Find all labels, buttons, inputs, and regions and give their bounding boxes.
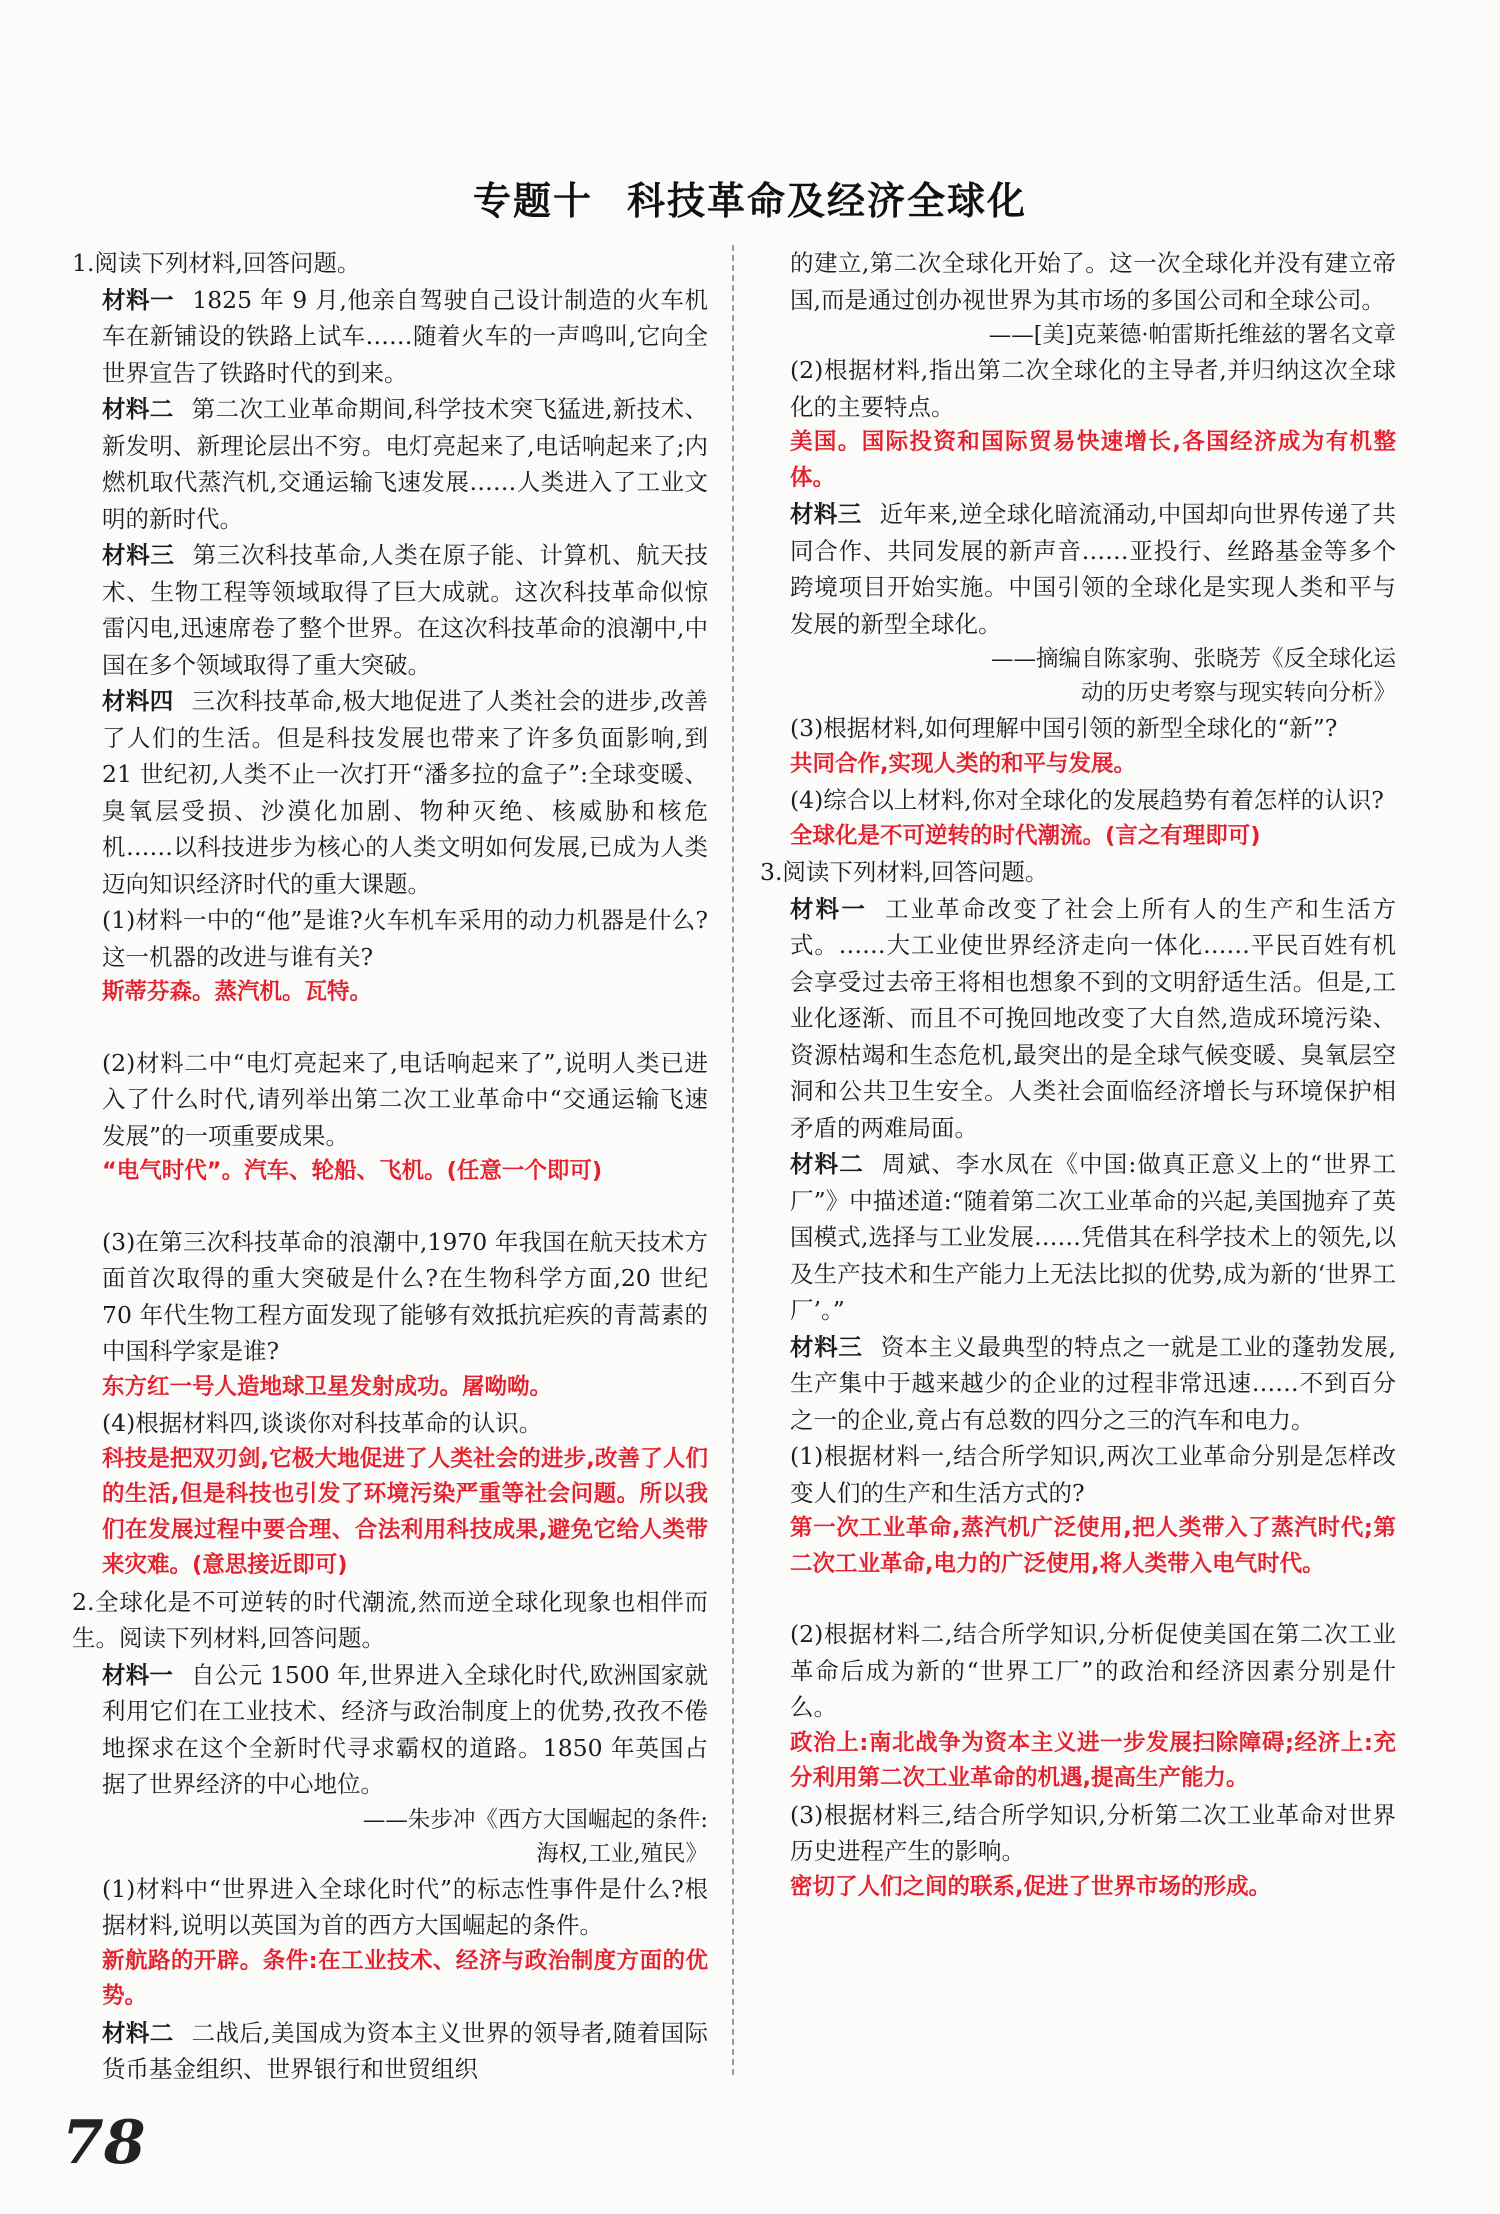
material-label: 材料一 bbox=[790, 894, 867, 923]
q3-sub-question-2: (2)根据材料二,结合所学知识,分析促使美国在第二次工业革命后成为新的“世界工厂”的政治和经济因素分别是什么。 bbox=[790, 1620, 1396, 1721]
right-column bbox=[760, 245, 1396, 1905]
q2-material-3-source: ——摘编自陈家驹、张晓芳《反全球化运 动的历史考察与现实转向分析》 bbox=[990, 646, 1396, 706]
q1-sub-question-1: (1)材料一中的“他”是谁?火车机车采用的动力机器是什么?这一机器的改进与谁有关? bbox=[102, 906, 708, 971]
q1-answer-1: 斯蒂芬森。蒸汽机。瓦特。 bbox=[102, 979, 373, 1005]
material-label: 材料三 bbox=[102, 541, 175, 569]
material-label: 材料二 bbox=[790, 1150, 864, 1178]
q1-answer-2: “电气时代”。汽车、轮船、飞机。(任意一个即可) bbox=[102, 1158, 603, 1184]
q2-sub-question-3: (3)根据材料,如何理解中国引领的新型全球化的“新”? bbox=[790, 714, 1338, 742]
q3-material-3 bbox=[760, 1329, 1396, 1439]
left-column bbox=[72, 245, 708, 2088]
q2-material-2-part-b: 的建立,第二次全球化开始了。这一次全球化并没有建立帝国,而是通过创办视世界为其市场的多国公司和全球公司。 bbox=[790, 249, 1396, 314]
q3-sub-question-3: (3)根据材料三,结合所学知识,分析第二次工业革命对世界历史进程产生的影响。 bbox=[790, 1800, 1396, 1865]
material-text: 资本主义最典型的特点之一就是工业的蓬勃发展,生产集中于越来越少的企业的过程非常迅速……不到百分之一的企业,竟占有总数的四分之三的汽车和电力。 bbox=[790, 1332, 1396, 1434]
material-label: 材料三 bbox=[790, 500, 862, 528]
q2-material-1-source: ——朱步冲《西方大国崛起的条件: 海权,工业,殖民》 bbox=[362, 1806, 708, 1867]
q1-material-1 bbox=[72, 282, 708, 392]
q2-stem: 2.全球化是不可逆转的时代潮流,然而逆全球化现象也相伴而生。阅读下列材料,回答问题。 bbox=[72, 1587, 708, 1652]
material-label: 材料四 bbox=[102, 687, 174, 715]
material-label: 材料一 bbox=[102, 1660, 174, 1689]
material-label: 材料一 bbox=[102, 285, 175, 314]
page-title bbox=[0, 170, 1500, 225]
q2-material-3 bbox=[760, 496, 1396, 642]
q2-sub-question-4: (4)综合以上材料,你对全球化的发展趋势有着怎样的认识? bbox=[790, 786, 1384, 814]
q2-answer-3: 共同合作,实现人类的和平与发展。 bbox=[790, 750, 1137, 777]
material-label: 材料二 bbox=[102, 395, 174, 423]
q3-answer-1: 第一次工业革命,蒸汽机广泛使用,把人类带入了蒸汽时代;第二次工业革命,电力的广泛使用,将人类带入电气时代。 bbox=[790, 1515, 1396, 1577]
material-text: 三次科技革命,极大地促进了人类社会的进步,改善了人们的生活。但是科技发展也带来了许多负面影响,到 21 世纪初,人类不止一次打开“潘多拉的盒子”:全球变暖、臭氧层受损、沙漠化加剧、物种灭绝、核威胁和核危机……以科技进步为核心的人类文明如何发展,已成为人类迈向知识经济时代的重大课题。 bbox=[102, 687, 708, 898]
material-text: 自公元 1500 年,世界进入全球化时代,欧洲国家就利用它们在工业技术、经济与政治制度上的优势,孜孜不倦地探求在这个全新时代寻求霸权的道路。1850 年英国占据了世界经济的中心地位。 bbox=[102, 1660, 709, 1798]
q2-answer-4: 全球化是不可逆转的时代潮流。(言之有理即可) bbox=[790, 822, 1261, 849]
q1-sub-question-4: (4)根据材料四,谈谈你对科技革命的认识。 bbox=[102, 1409, 543, 1437]
q1-material-2 bbox=[72, 391, 708, 537]
material-text: 第二次工业革命期间,科学技术突飞猛进,新技术、新发明、新理论层出不穷。电灯亮起来了,电话响起来了;内燃机取代蒸汽机,交通运输飞速发展……人类进入了工业文明的新时代。 bbox=[102, 395, 708, 533]
q1-sub-question-3: (3)在第三次科技革命的浪潮中,1970 年我国在航天技术方面首次取得的重大突破是什么?在生物科学方面,20 世纪 70 年代生物工程方面发现了能够有效抵抗疟疾的青蒿素的中国科学家是谁? bbox=[102, 1227, 708, 1365]
q2-material-1 bbox=[72, 1657, 708, 1803]
material-label: 材料三 bbox=[790, 1332, 863, 1361]
q3-stem: 3.阅读下列材料,回答问题。 bbox=[760, 858, 1049, 886]
q3-answer-3: 密切了人们之间的联系,促进了世界市场的形成。 bbox=[790, 1873, 1272, 1900]
q1-sub-question-2: (2)材料二中“电灯亮起来了,电话响起来了”,说明人类已进入了什么时代,请列举出第二次工业革命中“交通运输飞速发展”的一项重要成果。 bbox=[102, 1048, 708, 1150]
q3-sub-question-1: (1)根据材料一,结合所学知识,两次工业革命分别是怎样改变人们的生产和生活方式的? bbox=[790, 1442, 1396, 1507]
column-divider bbox=[732, 245, 734, 2075]
material-text: 二战后,美国成为资本主义世界的领导者,随着国际货币基金组织、世界银行和世贸组织 bbox=[102, 2018, 708, 2083]
q1-stem: 1.阅读下列材料,回答问题。 bbox=[72, 249, 361, 277]
q1-material-3 bbox=[72, 537, 708, 683]
q1-answer-3: 东方红一号人造地球卫星发射成功。屠呦呦。 bbox=[102, 1373, 553, 1400]
q2-sub-question-1: (1)材料中“世界进入全球化时代”的标志性事件是什么?根据材料,说明以英国为首的西方大国崛起的条件。 bbox=[102, 1874, 708, 1939]
q1-answer-4: 科技是把双刃剑,它极大地促进了人类社会的进步,改善了人们的生活,但是科技也引发了环境污染严重等社会问题。所以我们在发展过程中要合理、合法利用科技成果,避免它给人类带来灾难。(意思接近即可) bbox=[102, 1445, 708, 1578]
q2-answer-1: 新航路的开辟。条件:在工业技术、经济与政治制度方面的优势。 bbox=[102, 1947, 708, 2009]
q2-material-2-source: ——[美]克莱德·帕雷斯托维兹的署名文章 bbox=[988, 322, 1396, 348]
q2-answer-2: 美国。国际投资和国际贸易快速增长,各国经济成为有机整体。 bbox=[790, 429, 1396, 491]
material-text: 周斌、李水凤在《中国:做真正意义上的“世界工厂”》中描述道:“随着第二次工业革命的兴起,美国抛弃了英国模式,选择与工业发展……凭借其在科学技术上的领先,以及生产技术和生产能力上无法比拟的优势,成为新的‘世界工厂’。” bbox=[790, 1150, 1397, 1324]
q3-material-2 bbox=[760, 1146, 1396, 1329]
q3-answer-2: 政治上:南北战争为资本主义进一步发展扫除障碍;经济上:充分利用第二次工业革命的机遇,提高生产能力。 bbox=[790, 1729, 1396, 1791]
material-text: 第三次科技革命,人类在原子能、计算机、航天技术、生物工程等领域取得了巨大成就。这次科技革命似惊雷闪电,迅速席卷了整个世界。在这次科技革命的浪潮中,中国在多个领域取得了重大突破。 bbox=[102, 541, 708, 679]
title-topic-number: 专题十 bbox=[472, 179, 593, 223]
material-text: 近年来,逆全球化暗流涌动,中国却向世界传递了共同合作、共同发展的新声音……亚投行、丝路基金等多个跨境项目开始实施。中国引领的全球化是实现人类和平与发展的新型全球化。 bbox=[790, 500, 1396, 638]
q1-material-4 bbox=[72, 683, 708, 902]
page-number: 78 bbox=[62, 2108, 146, 2178]
q3-material-1 bbox=[760, 891, 1396, 1147]
title-topic-name: 科技革命及经济全球化 bbox=[627, 179, 1028, 223]
q2-material-2-part-a bbox=[72, 2015, 708, 2088]
material-label: 材料二 bbox=[102, 2018, 174, 2047]
q2-sub-question-2: (2)根据材料,指出第二次全球化的主导者,并归纳这次全球化的主要特点。 bbox=[790, 356, 1396, 421]
material-text: 工业革命改变了社会上所有人的生产和生活方式。……大工业使世界经济走向一体化……平民百姓有机会享受过去帝王将相也想象不到的文明舒适生活。但是,工业化逐渐、而且不可挽回地改变了大自然,造成环境污染、资源枯竭和生态危机,最突出的是全球气候变暖、臭氧层空洞和公共卫生安全。人类社会面临经济增长与环境保护相矛盾的两难局面。 bbox=[790, 894, 1397, 1142]
material-text: 1825 年 9 月,他亲自驾驶自己设计制造的火车机车在新铺设的铁路上试车……随着火车的一声鸣叫,它向全世界宣告了铁路时代的到来。 bbox=[102, 285, 709, 387]
